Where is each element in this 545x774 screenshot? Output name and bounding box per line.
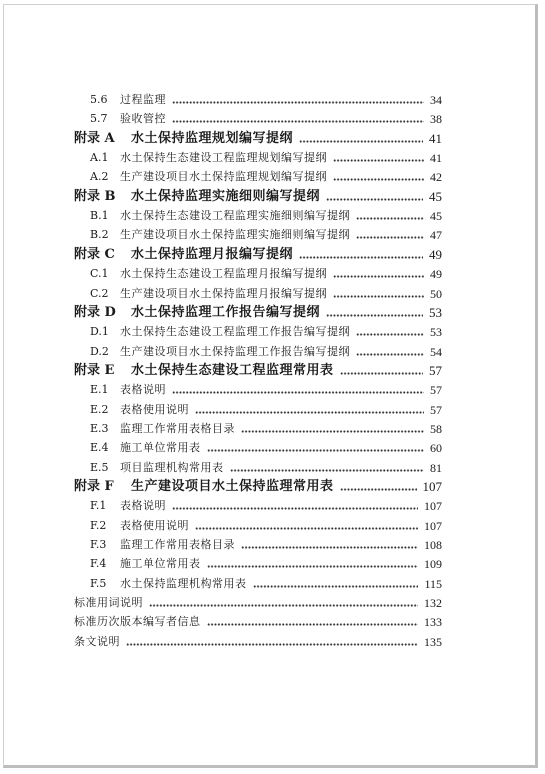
toc-entry[interactable]: [0, 245, 545, 265]
toc-entry-title: 监理工作常用表格目录: [120, 421, 235, 435]
toc-entry-page-number: 49: [430, 267, 442, 282]
toc-entry[interactable]: [0, 419, 545, 439]
toc-entry-page-number: 107: [424, 499, 442, 514]
toc-entry-number: B.1: [90, 209, 109, 223]
toc-entry-title: 水土保持监理实施细则编写提纲: [131, 188, 321, 204]
toc-entry-page-number: 107: [424, 518, 442, 533]
toc-dot-leader: [326, 303, 423, 323]
toc-entry[interactable]: [0, 496, 545, 516]
toc-entry-page-number: 132: [424, 596, 442, 611]
toc-entry-page-number: 41: [430, 151, 442, 166]
toc-entry-title: 施工单位常用表: [120, 557, 201, 571]
toc-entry-title: 水土保持监理规划编写提纲: [131, 130, 294, 146]
toc-entry-title: 生产建设项目水土保持监理规划编写提纲: [120, 170, 327, 184]
toc-entry-page-number: 45: [430, 209, 442, 224]
toc-entry-number: 5.7: [90, 112, 108, 126]
toc-entry[interactable]: [0, 612, 545, 632]
toc-entry-page-number: 108: [424, 538, 442, 553]
toc-entry-title: 生产建设项目水土保持监理实施细则编写提纲: [120, 228, 350, 242]
toc-entry-title: 生产建设项目水土保持监理月报编写提纲: [120, 286, 327, 300]
toc-entry-page-number: 57: [430, 402, 442, 417]
toc-entry[interactable]: [0, 535, 545, 555]
toc-entry[interactable]: [0, 284, 545, 304]
toc-entry[interactable]: [0, 593, 545, 613]
toc-dot-leader: [172, 109, 424, 129]
toc-entry-title: 水土保持生态建设工程监理工作报告编写提纲: [120, 325, 350, 339]
toc-entry[interactable]: [0, 400, 545, 420]
toc-entry-title: 水土保持生态建设工程监理实施细则编写提纲: [120, 209, 350, 223]
toc-entry-title: 表格使用说明: [120, 402, 189, 416]
toc-dot-leader: [207, 554, 419, 574]
toc-entry[interactable]: [0, 167, 545, 187]
toc-entry[interactable]: [0, 632, 545, 652]
toc-entry-title: 水土保持监理机构常用表: [120, 576, 247, 590]
toc-entry[interactable]: [0, 90, 545, 110]
toc-dot-leader: [299, 245, 423, 265]
toc-dot-leader: [241, 535, 418, 555]
toc-entry[interactable]: [0, 129, 545, 149]
toc-entry-number: 附录 A: [74, 130, 115, 146]
toc-entry-number: 5.6: [90, 93, 108, 106]
toc-entry-title: 水土保持监理月报编写提纲: [131, 246, 294, 262]
toc-dot-leader: [241, 419, 424, 439]
toc-entry[interactable]: [0, 322, 545, 342]
toc-dot-leader: [195, 516, 418, 536]
toc-entry[interactable]: [0, 361, 545, 381]
toc-entry-title: 监理工作常用表格目录: [120, 538, 235, 552]
toc-entry-title: 条文说明: [74, 634, 120, 648]
toc-dot-leader: [149, 593, 418, 613]
toc-entry-number: F.5: [90, 576, 107, 590]
toc-entry-page-number: 60: [430, 441, 442, 456]
toc-entry-page-number: 50: [430, 286, 442, 301]
toc-entry-title: 水土保持监理工作报告编写提纲: [131, 304, 321, 320]
toc-entry[interactable]: [0, 477, 545, 497]
toc-dot-leader: [333, 284, 424, 304]
toc-entry-number: F.2: [90, 518, 107, 532]
toc-entry-page-number: 135: [424, 634, 442, 649]
toc-entry[interactable]: [0, 380, 545, 400]
toc-entry[interactable]: [0, 206, 545, 226]
toc-entry-page-number: 42: [430, 170, 442, 185]
toc-entry-number: E.3: [90, 421, 109, 435]
toc-entry[interactable]: [0, 554, 545, 574]
toc-dot-leader: [195, 400, 424, 420]
toc-dot-leader: [172, 380, 424, 400]
toc-dot-leader: [356, 322, 424, 342]
toc-dot-leader: [326, 187, 423, 207]
toc-entry[interactable]: [0, 187, 545, 207]
toc-entry-page-number: 133: [424, 615, 442, 630]
toc-entry-page-number: 53: [430, 325, 442, 340]
toc-dot-leader: [207, 438, 425, 458]
toc-dot-leader: [340, 477, 417, 497]
toc-entry-number: 附录 B: [74, 188, 116, 204]
toc-entry[interactable]: [0, 458, 545, 478]
toc-entry-page-number: 34: [430, 93, 442, 107]
toc-entry-page-number: 49: [429, 246, 442, 262]
toc-entry-page-number: 47: [430, 228, 442, 243]
toc-dot-leader: [126, 632, 418, 652]
toc-entry-title: 过程监理: [120, 93, 166, 106]
toc-entry-number: E.2: [90, 402, 109, 416]
toc-entry-number: B.2: [90, 228, 109, 242]
toc-entry[interactable]: [0, 264, 545, 284]
toc-entry-title: 水土保持生态建设工程监理规划编写提纲: [120, 151, 327, 165]
toc-entry[interactable]: [0, 438, 545, 458]
toc-entry-number: A.1: [90, 151, 109, 165]
toc-entry[interactable]: [0, 342, 545, 362]
toc-entry-page-number: 81: [430, 460, 442, 475]
toc-entry-title: 生产建设项目水土保持监理工作报告编写提纲: [120, 344, 350, 358]
toc-dot-leader: [356, 206, 424, 226]
toc-entry-number: C.1: [90, 267, 109, 281]
toc-dot-leader: [333, 148, 424, 168]
toc-entry-number: F.3: [90, 538, 107, 552]
toc-entry[interactable]: [0, 225, 545, 245]
toc-entry-number: A.2: [90, 170, 109, 184]
toc-entry-number: 附录 F: [74, 479, 114, 494]
toc-dot-leader: [356, 342, 424, 362]
toc-entry[interactable]: [0, 109, 545, 129]
toc-entry[interactable]: [0, 516, 545, 536]
toc-entry-title: 表格使用说明: [120, 518, 189, 532]
toc-dot-leader: [172, 496, 418, 516]
toc-dot-leader: [299, 129, 423, 149]
toc-entry-number: 附录 D: [74, 304, 116, 320]
toc-entry[interactable]: [0, 574, 545, 594]
toc-entry-title: 生产建设项目水土保持监理常用表: [131, 479, 334, 494]
toc-entry-page-number: 58: [430, 421, 442, 436]
toc-entry-number: E.4: [90, 441, 109, 455]
toc-entry-page-number: 115: [424, 576, 442, 591]
toc-entry-number: E.5: [90, 460, 109, 474]
toc-entry[interactable]: [0, 303, 545, 323]
toc-entry-number: D.1: [90, 325, 109, 339]
toc-entry-page-number: 38: [430, 112, 442, 127]
toc-entry-title: 表格说明: [120, 383, 166, 397]
toc-entry-page-number: 45: [429, 188, 442, 204]
toc-entry-number: D.2: [90, 344, 109, 358]
toc-entry-page-number: 54: [430, 344, 442, 359]
toc-entry[interactable]: [0, 148, 545, 168]
toc-dot-leader: [230, 458, 425, 478]
toc-dot-leader: [340, 361, 423, 381]
toc-entry-number: F.1: [90, 499, 107, 513]
toc-dot-leader: [172, 90, 424, 110]
toc-entry-page-number: 53: [429, 304, 442, 320]
toc-dot-leader: [333, 167, 424, 187]
toc-entry-number: 附录 C: [74, 246, 115, 262]
toc-entry-number: E.1: [90, 383, 109, 397]
toc-entry-page-number: 107: [422, 479, 442, 494]
toc-entry-title: 标准历次版本编写者信息: [74, 615, 201, 629]
toc-entry-page-number: 57: [429, 362, 442, 378]
toc-entry-page-number: 109: [424, 557, 442, 572]
toc-entry-title: 水土保持生态建设工程监理月报编写提纲: [120, 267, 327, 281]
toc-dot-leader: [333, 264, 424, 284]
toc-dot-leader: [253, 574, 419, 594]
toc-entry-number: 附录 E: [74, 362, 115, 378]
toc-entry-page-number: 41: [429, 130, 442, 146]
toc-entry-number: C.2: [90, 286, 109, 300]
toc-entry-title: 施工单位常用表: [120, 441, 201, 455]
toc-entry-number: F.4: [90, 557, 107, 571]
toc-entry-title: 水土保持生态建设工程监理常用表: [131, 362, 334, 378]
toc-entry-title: 表格说明: [120, 499, 166, 513]
toc-dot-leader: [356, 225, 424, 245]
toc-entry-title: 验收管控: [120, 112, 166, 126]
toc-dot-leader: [207, 612, 419, 632]
toc-entry-page-number: 57: [430, 383, 442, 398]
toc-entry-title: 项目监理机构常用表: [120, 460, 224, 474]
toc-entry-title: 标准用词说明: [74, 596, 143, 610]
